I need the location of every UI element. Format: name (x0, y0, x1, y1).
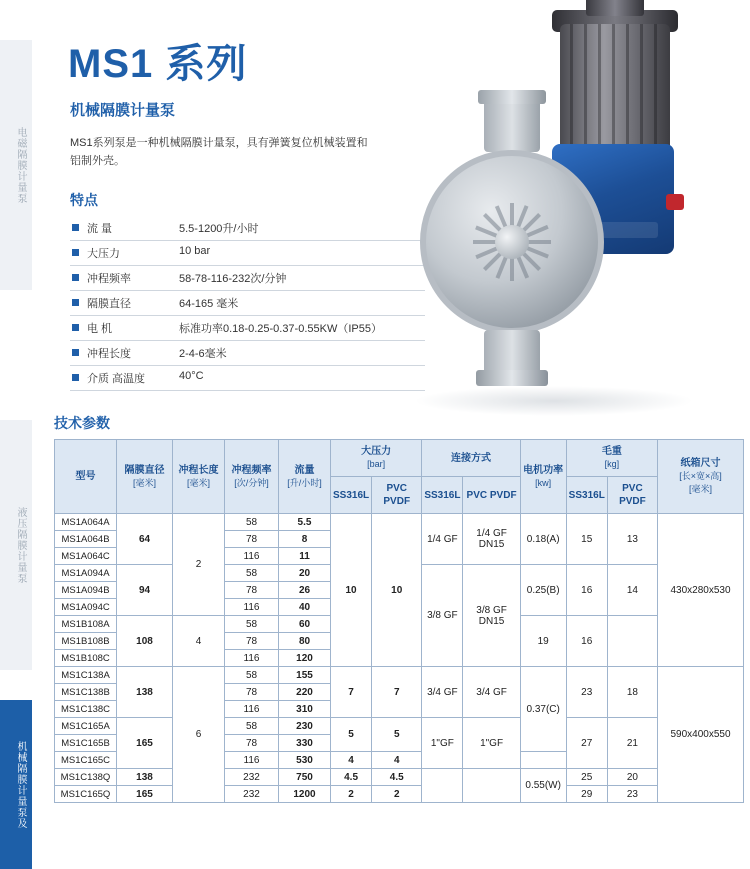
col-carton: 纸箱尺寸 [长×宽×高] [毫米] (658, 440, 744, 514)
list-item (70, 291, 425, 316)
features-heading: 特点 (70, 192, 98, 208)
pump-head (420, 150, 604, 334)
list-item (70, 341, 425, 366)
page-title: MS1 系列 (68, 42, 248, 86)
sidebar-item-mechanical[interactable] (0, 700, 32, 869)
table-row: MS1A064A 64 2 58 5.5 10 10 1/4 GF 1/4 GF DN15 0.18(A) 15 13 430x280x530 (55, 514, 744, 531)
table-row: MS1A094C 116 40 (55, 599, 744, 616)
bullet-icon (72, 249, 79, 256)
reflection-shadow (414, 386, 694, 416)
feature-key: 流 量 (87, 223, 113, 235)
table-row: MS1C165Q 165 232 1200 2 2 29 23 (55, 786, 744, 803)
product-image (374, 4, 744, 404)
col-connection-ss316l: SS316L (422, 477, 463, 514)
col-pressure: 大压力 [bar] (331, 440, 422, 477)
col-weight-pvc: PVC PVDF (607, 477, 657, 514)
features-list (70, 216, 425, 391)
table-row: MS1C138B 78 220 (55, 684, 744, 701)
table-row: MS1B108C 116 120 (55, 650, 744, 667)
pump-hub (495, 225, 529, 259)
bullet-icon (72, 299, 79, 306)
feature-key: 介质 高温度 (87, 373, 146, 385)
page-subtitle: 机械隔膜计量泵 (70, 102, 176, 119)
table-row: MS1A064B 78 8 (55, 531, 744, 548)
feature-value: 2-4-6毫米 (179, 348, 227, 360)
sidebar-item-label: 液压隔膜计量泵 (15, 506, 26, 584)
table-row: MS1A094A 94 58 20 3/8 GF 3/8 GF DN15 0.25(B) 16 14 (55, 565, 744, 582)
list-item (70, 316, 425, 341)
sidebar-item-label: 电磁隔膜计量泵 (15, 126, 26, 204)
feature-value: 标准功率0.18-0.25-0.37-0.55KW（IP55） (179, 323, 382, 335)
sidebar-item-label: 机械隔膜计量泵及 (15, 740, 26, 829)
col-connection: 连接方式 (422, 440, 520, 477)
feature-key: 电 机 (87, 323, 113, 335)
col-model: 型号 (55, 440, 117, 514)
col-connection-pvc: PVC PVDF (463, 477, 520, 514)
bullet-icon (72, 324, 79, 331)
list-item (70, 216, 425, 241)
page-content (32, 0, 750, 803)
feature-value: 5.5-1200升/小时 (179, 223, 259, 235)
stroke-adjust-knob (666, 194, 684, 210)
table-row: MS1C165B 78 330 (55, 735, 744, 752)
bullet-icon (72, 224, 79, 231)
bullet-icon (72, 274, 79, 281)
table-row: MS1B108B 78 80 (55, 633, 744, 650)
table-row: MS1B108A 108 4 58 60 19 16 (55, 616, 744, 633)
suction-port (484, 330, 540, 376)
col-weight: 毛重 [kg] (566, 440, 657, 477)
list-item (70, 241, 425, 266)
table-row: MS1C138C 116 310 (55, 701, 744, 718)
side-tab-rail (0, 0, 32, 869)
motor-terminal-box (586, 0, 644, 16)
tech-params-table (54, 439, 744, 803)
feature-key: 大压力 (87, 248, 120, 260)
table-row: MS1C138A 138 6 58 155 7 7 3/4 GF 3/4 GF 0.37(C) 23 18 590x400x550 (55, 667, 744, 684)
feature-key: 隔膜直径 (87, 298, 131, 310)
col-stroke-frequency: 冲程频率 [次/分钟] (225, 440, 279, 514)
col-pressure-ss316l: SS316L (331, 477, 372, 514)
col-weight-ss316l: SS316L (566, 477, 607, 514)
col-stroke-length: 冲程长度 [毫米] (173, 440, 225, 514)
product-description: MS1系列泵是一种机械隔膜计量泵，具有弹簧复位机械装置和铝制外壳。 (70, 137, 368, 167)
feature-value: 40°C (179, 370, 204, 382)
discharge-port (484, 100, 540, 152)
table-row: MS1C165C 116 530 4 4 (55, 752, 744, 769)
sidebar-item-hydraulic[interactable] (0, 420, 32, 670)
bullet-icon (72, 374, 79, 381)
feature-key: 冲程长度 (87, 348, 131, 360)
table-row: MS1C165A 165 58 230 5 5 1"GF 1"GF 27 21 (55, 718, 744, 735)
col-motor-power: 电机功率 [kw] (520, 440, 566, 514)
feature-value: 64-165 毫米 (179, 298, 239, 310)
feature-value: 58-78-116-232次/分钟 (179, 273, 287, 285)
feature-key: 冲程频率 (87, 273, 131, 285)
table-row: MS1C138Q 138 232 750 4.5 4.5 0.55(W) 25 20 (55, 769, 744, 786)
col-pressure-pvc: PVC PVDF (372, 477, 422, 514)
table-row: MS1A064C 116 11 (55, 548, 744, 565)
col-flow: 流量 [升/小时] (279, 440, 331, 514)
list-item (70, 266, 425, 291)
motor-cooling-fins (560, 24, 670, 154)
sidebar-item-electromagnetic[interactable] (0, 40, 32, 290)
table-row: MS1A094B 78 26 (55, 582, 744, 599)
col-diaphragm: 隔膜直径 [毫米] (117, 440, 173, 514)
tech-params-heading: 技术参数 (54, 415, 110, 431)
bullet-icon (72, 349, 79, 356)
list-item (70, 366, 425, 391)
feature-value: 10 bar (179, 245, 211, 257)
